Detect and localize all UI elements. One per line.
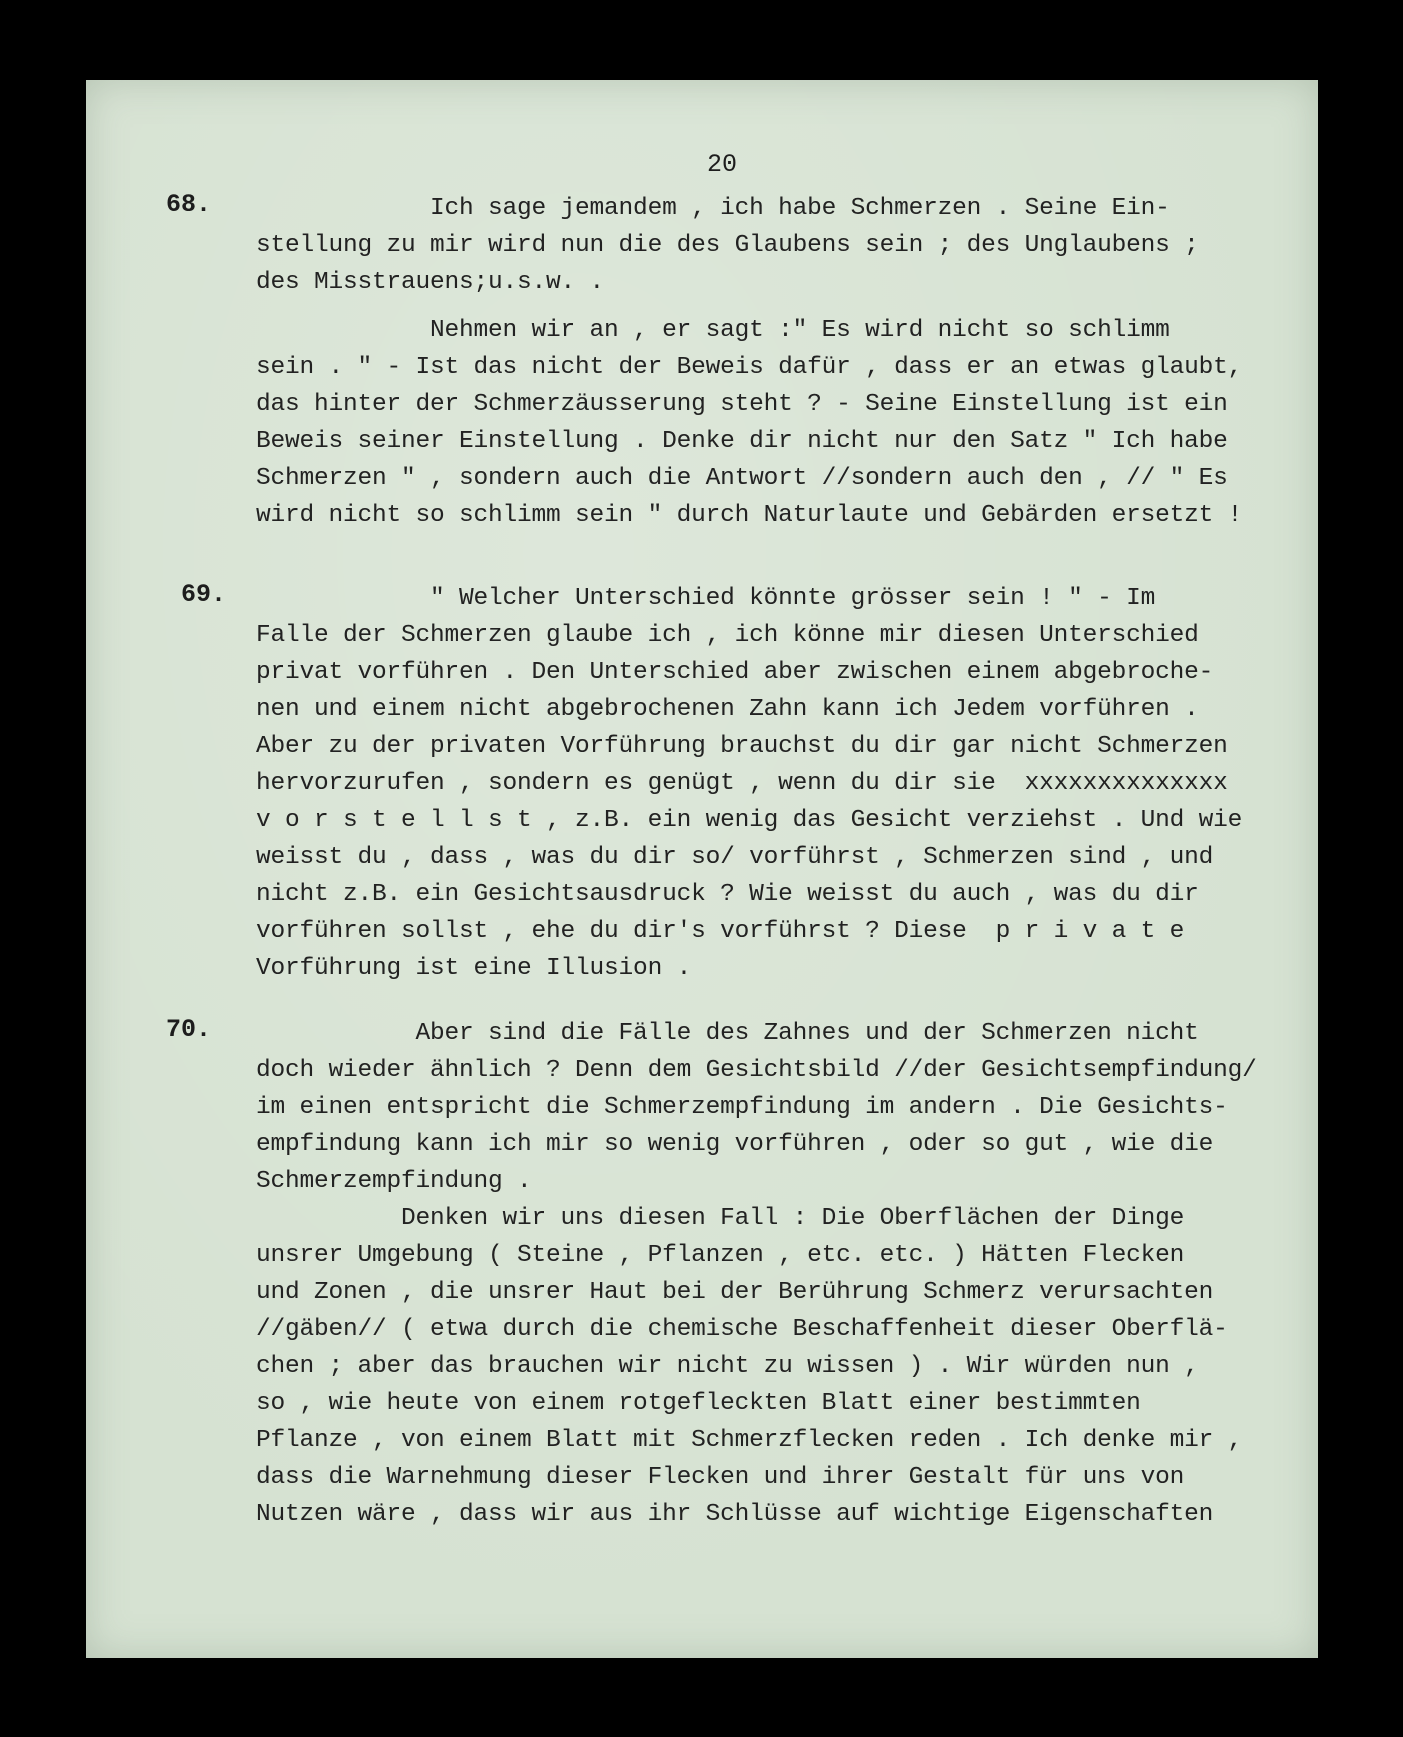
text-line: Schmerzen " , sondern auch die Antwort //sondern auch den , // " Es bbox=[256, 465, 1228, 492]
text-line: privat vorführen . Den Unterschied aber zwischen einem abgebroche- bbox=[256, 659, 1214, 686]
text-line: doch wieder ähnlich ? Denn dem Gesichtsbild //der Gesichtsempfindung/ bbox=[256, 1057, 1257, 1084]
section-number: 70. bbox=[166, 1015, 212, 1044]
text-line: Nehmen wir an , er sagt :" Es wird nicht so schlimm bbox=[256, 317, 1170, 344]
text-line: v o r s t e l l s t , z.B. ein wenig das Gesicht verziehst . Und wie bbox=[256, 807, 1243, 834]
text-line: des Misstrauens;u.s.w. . bbox=[256, 269, 605, 296]
text-line: empfindung kann ich mir so wenig vorführen , oder so gut , wie die bbox=[256, 1131, 1214, 1158]
text-line: //gäben// ( etwa durch die chemische Beschaffenheit dieser Oberflä- bbox=[256, 1316, 1228, 1343]
text-line: Vorführung ist eine Illusion . bbox=[256, 955, 692, 982]
text-line: nicht z.B. ein Gesichtsausdruck ? Wie weisst du auch , was du dir bbox=[256, 881, 1199, 908]
text-line: Ich sage jemandem , ich habe Schmerzen . Seine Ein- bbox=[256, 195, 1170, 222]
text-line: stellung zu mir wird nun die des Glaubens sein ; des Unglaubens ; bbox=[256, 232, 1199, 259]
text-line: Falle der Schmerzen glaube ich , ich könne mir diesen Unterschied bbox=[256, 622, 1199, 649]
text-line: hervorzurufen , sondern es genügt , wenn du dir sie xxxxxxxxxxxxxx bbox=[256, 770, 1228, 797]
section-number: 69. bbox=[181, 580, 227, 609]
text-line: Beweis seiner Einstellung . Denke dir nicht nur den Satz " Ich habe bbox=[256, 428, 1228, 455]
text-line: nen und einem nicht abgebrochenen Zahn kann ich Jedem vorführen . bbox=[256, 696, 1199, 723]
text-line: wird nicht so schlimm sein " durch Naturlaute und Gebärden ersetzt ! bbox=[256, 502, 1243, 529]
text-line: dass die Warnehmung dieser Flecken und ihrer Gestalt für uns von bbox=[256, 1464, 1185, 1491]
text-line: im einen entspricht die Schmerzempfindung im andern . Die Gesichts- bbox=[256, 1094, 1228, 1121]
text-line: " Welcher Unterschied könnte grösser sein ! " - Im bbox=[256, 585, 1156, 612]
text-line: das hinter der Schmerzäusserung steht ? - Seine Einstellung ist ein bbox=[256, 391, 1228, 418]
text-line: und Zonen , die unsrer Haut bei der Berührung Schmerz verursachten bbox=[256, 1279, 1214, 1306]
text-line: Denken wir uns diesen Fall : Die Oberflächen der Dinge bbox=[256, 1205, 1185, 1232]
text-line: weisst du , dass , was du dir so/ vorführst , Schmerzen sind , und bbox=[256, 844, 1214, 871]
text-line: unsrer Umgebung ( Steine , Pflanzen , etc. etc. ) Hätten Flecken bbox=[256, 1242, 1185, 1269]
document-page bbox=[86, 80, 1318, 1658]
text-line: chen ; aber das brauchen wir nicht zu wissen ) . Wir würden nun , bbox=[256, 1353, 1199, 1380]
page-number: 20 bbox=[706, 150, 737, 179]
text-line: so , wie heute von einem rotgefleckten Blatt einer bestimmten bbox=[256, 1390, 1141, 1417]
section-number: 68. bbox=[166, 190, 212, 219]
text-line: Pflanze , von einem Blatt mit Schmerzflecken reden . Ich denke mir , bbox=[256, 1427, 1243, 1454]
text-line: Schmerzempfindung . bbox=[256, 1168, 532, 1195]
text-line: Aber zu der privaten Vorführung brauchst du dir gar nicht Schmerzen bbox=[256, 733, 1228, 760]
text-line: sein . " - Ist das nicht der Beweis dafür , dass er an etwas glaubt, bbox=[256, 354, 1243, 381]
text-line: vorführen sollst , ehe du dir's vorführst ? Diese p r i v a t e bbox=[256, 918, 1185, 945]
text-line: Aber sind die Fälle des Zahnes und der Schmerzen nicht bbox=[256, 1020, 1199, 1047]
text-line: Nutzen wäre , dass wir aus ihr Schlüsse auf wichtige Eigenschaften bbox=[256, 1501, 1214, 1528]
